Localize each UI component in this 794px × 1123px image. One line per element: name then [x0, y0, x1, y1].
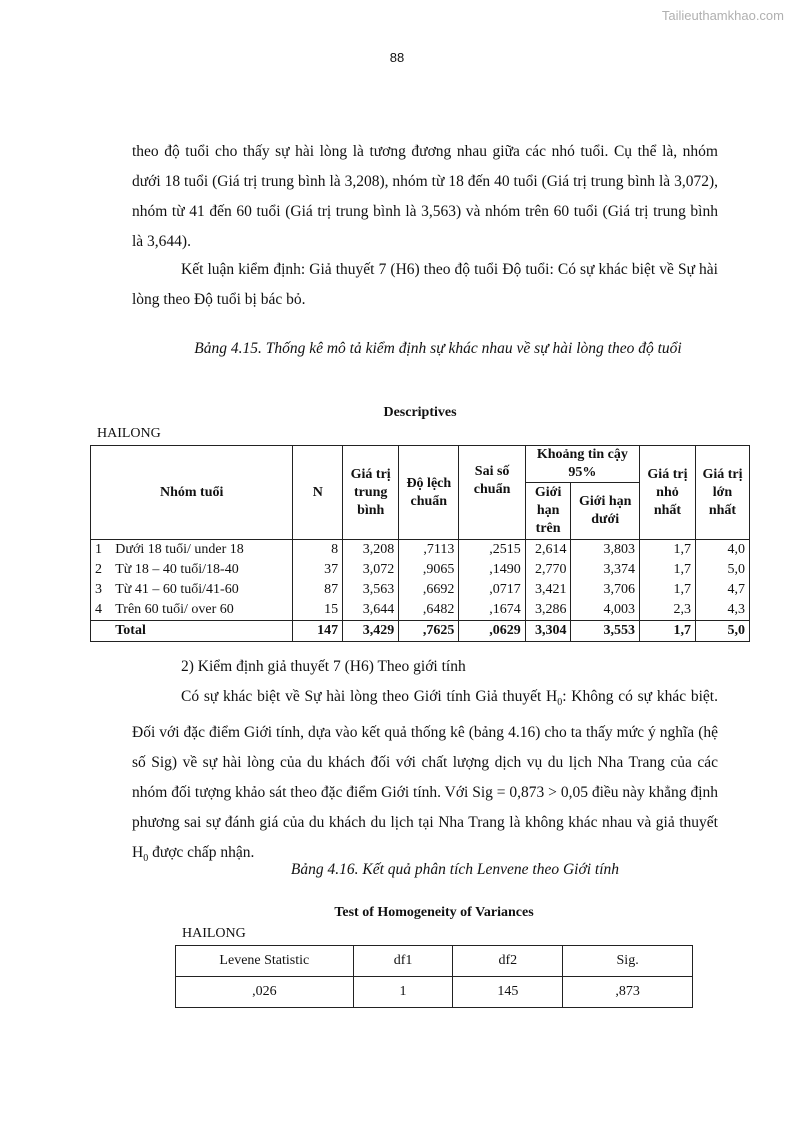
header-std-err: Sai số chuẩn — [459, 446, 525, 540]
row-ci-a: 3,304 — [525, 621, 571, 642]
row-sd: ,9065 — [399, 560, 459, 580]
row-mean: 3,429 — [343, 621, 399, 642]
row-se: ,1674 — [459, 600, 525, 621]
row-ci-a: 2,770 — [525, 560, 571, 580]
levene-variable: HAILONG — [182, 926, 246, 941]
levene-value: ,873 — [563, 977, 693, 1008]
header-mean: Giá trị trung bình — [343, 446, 399, 540]
row-ci-b: 3,553 — [571, 621, 639, 642]
row-max: 4,7 — [695, 580, 749, 600]
header-n: N — [293, 446, 343, 540]
table-caption-4-16: Bảng 4.16. Kết quả phân tích Lenvene theo Giới tính — [290, 861, 620, 878]
header-std-dev: Độ lệch chuẩn — [399, 446, 459, 540]
levene-value: 1 — [353, 977, 453, 1008]
descriptives-variable: HAILONG — [97, 426, 161, 441]
header-group: Nhóm tuổi — [91, 446, 293, 540]
text-subscript: 0 — [557, 697, 563, 709]
row-ci-b: 3,803 — [571, 540, 639, 561]
row-min: 1,7 — [639, 580, 695, 600]
row-index: 3 — [91, 580, 112, 600]
row-ci-b: 3,374 — [571, 560, 639, 580]
row-ci-a: 2,614 — [525, 540, 571, 561]
levene-title: Test of Homogeneity of Variances — [334, 905, 534, 920]
levene-value: 145 — [453, 977, 563, 1008]
text-part: : Không có sự khác biệt. Đối với đặc điểm Giới tính, dựa vào kết quả thống kê (bảng 4.16) cho ta thấy mức ý nghĩa (hệ số Sig) về sự hài lòng của du khách đối với chất lượng dịch vụ du lịch Nha Trang của các nhóm đối tượng khảo sát theo đặc điểm Giới tính. Với Sig = 0,873 > 0,05 điều này khẳng định phương sai sự đánh giá của du khách du lịch tại Nha Trang là không khác nhau và giả thuyết H — [132, 688, 718, 862]
row-se: ,0629 — [459, 621, 525, 642]
row-group: Từ 41 – 60 tuổi/41-60 — [111, 580, 293, 600]
header-min: Giá trị nhỏ nhất — [639, 446, 695, 540]
row-mean: 3,644 — [343, 600, 399, 621]
table-row — [91, 560, 750, 580]
row-min: 2,3 — [639, 600, 695, 621]
paragraph-conclusion: Kết luận kiểm định: Giả thuyết 7 (H6) theo độ tuổi Độ tuổi: Có sự khác biệt về Sự hài lòng theo Độ tuổi bị bác bỏ. — [132, 261, 718, 308]
row-min: 1,7 — [639, 560, 695, 580]
row-group: Total — [111, 621, 293, 642]
paragraph-age-means: theo độ tuổi cho thấy sự hài lòng là tương đương nhau giữa các nhó tuổi. Cụ thể là, nhóm dưới 18 tuổi (Giá trị trung bình là 3,208), nhóm từ 18 đến 40 tuổi (Giá trị trung bình là 3,072), nhóm từ 41 đến 60 tuổi (Giá trị trung bình là 3,563) và nhóm trên 60 tuổi (Giá trị trung bình là 3,644). — [132, 143, 718, 250]
row-n: 15 — [293, 600, 343, 621]
levene-header: Levene Statistic — [176, 946, 354, 977]
table-caption-4-15: Bảng 4.15. Thống kê mô tả kiểm định sự khác nhau về sự hài lòng theo độ tuổi — [194, 340, 682, 357]
section-item-2: 2) Kiểm định giả thuyết 7 (H6) Theo giới tính — [181, 658, 466, 675]
row-ci-b: 3,706 — [571, 580, 639, 600]
descriptives-title: Descriptives — [383, 405, 457, 420]
row-n: 87 — [293, 580, 343, 600]
page-number: 88 — [389, 50, 405, 65]
row-index: 2 — [91, 560, 112, 580]
header-ci: Khoảng tin cậy 95% — [525, 446, 639, 483]
row-ci-b: 4,003 — [571, 600, 639, 621]
row-n: 37 — [293, 560, 343, 580]
levene-header: df2 — [453, 946, 563, 977]
row-mean: 3,563 — [343, 580, 399, 600]
row-sd: ,7113 — [399, 540, 459, 561]
header-ci-upper: Giới hạn trên — [525, 483, 571, 540]
row-index: 1 — [91, 540, 112, 561]
table-row-total — [91, 621, 750, 642]
row-ci-a: 3,286 — [525, 600, 571, 621]
levene-value: ,026 — [176, 977, 354, 1008]
row-max: 5,0 — [695, 621, 749, 642]
row-group: Từ 18 – 40 tuổi/18-40 — [111, 560, 293, 580]
levene-header: Sig. — [563, 946, 693, 977]
header-ci-lower: Giới hạn dưới — [571, 483, 639, 540]
row-ci-a: 3,421 — [525, 580, 571, 600]
row-se: ,2515 — [459, 540, 525, 561]
row-index — [91, 621, 112, 642]
row-n: 8 — [293, 540, 343, 561]
text-subscript: 0 — [143, 853, 149, 865]
row-index: 4 — [91, 600, 112, 621]
row-max: 5,0 — [695, 560, 749, 580]
levene-header: df1 — [353, 946, 453, 977]
row-n: 147 — [293, 621, 343, 642]
row-mean: 3,072 — [343, 560, 399, 580]
table-row — [91, 580, 750, 600]
row-group: Trên 60 tuổi/ over 60 — [111, 600, 293, 621]
row-min: 1,7 — [639, 621, 695, 642]
row-se: ,0717 — [459, 580, 525, 600]
row-max: 4,0 — [695, 540, 749, 561]
text-part: Có sự khác biệt về Sự hài lòng theo Giới tính Giả thuyết H — [181, 688, 558, 705]
row-min: 1,7 — [639, 540, 695, 561]
row-sd: ,7625 — [399, 621, 459, 642]
row-group: Dưới 18 tuổi/ under 18 — [111, 540, 293, 561]
descriptives-table — [90, 445, 750, 642]
table-row — [91, 600, 750, 621]
row-mean: 3,208 — [343, 540, 399, 561]
header-max: Giá trị lớn nhất — [695, 446, 749, 540]
table-row — [91, 540, 750, 561]
levene-table — [175, 945, 693, 1008]
row-sd: ,6482 — [399, 600, 459, 621]
paragraph-gender-test — [132, 682, 718, 874]
row-se: ,1490 — [459, 560, 525, 580]
text-part: được chấp nhận. — [148, 844, 255, 862]
row-sd: ,6692 — [399, 580, 459, 600]
row-max: 4,3 — [695, 600, 749, 621]
watermark: Tailieuthamkhao.com — [661, 8, 784, 23]
